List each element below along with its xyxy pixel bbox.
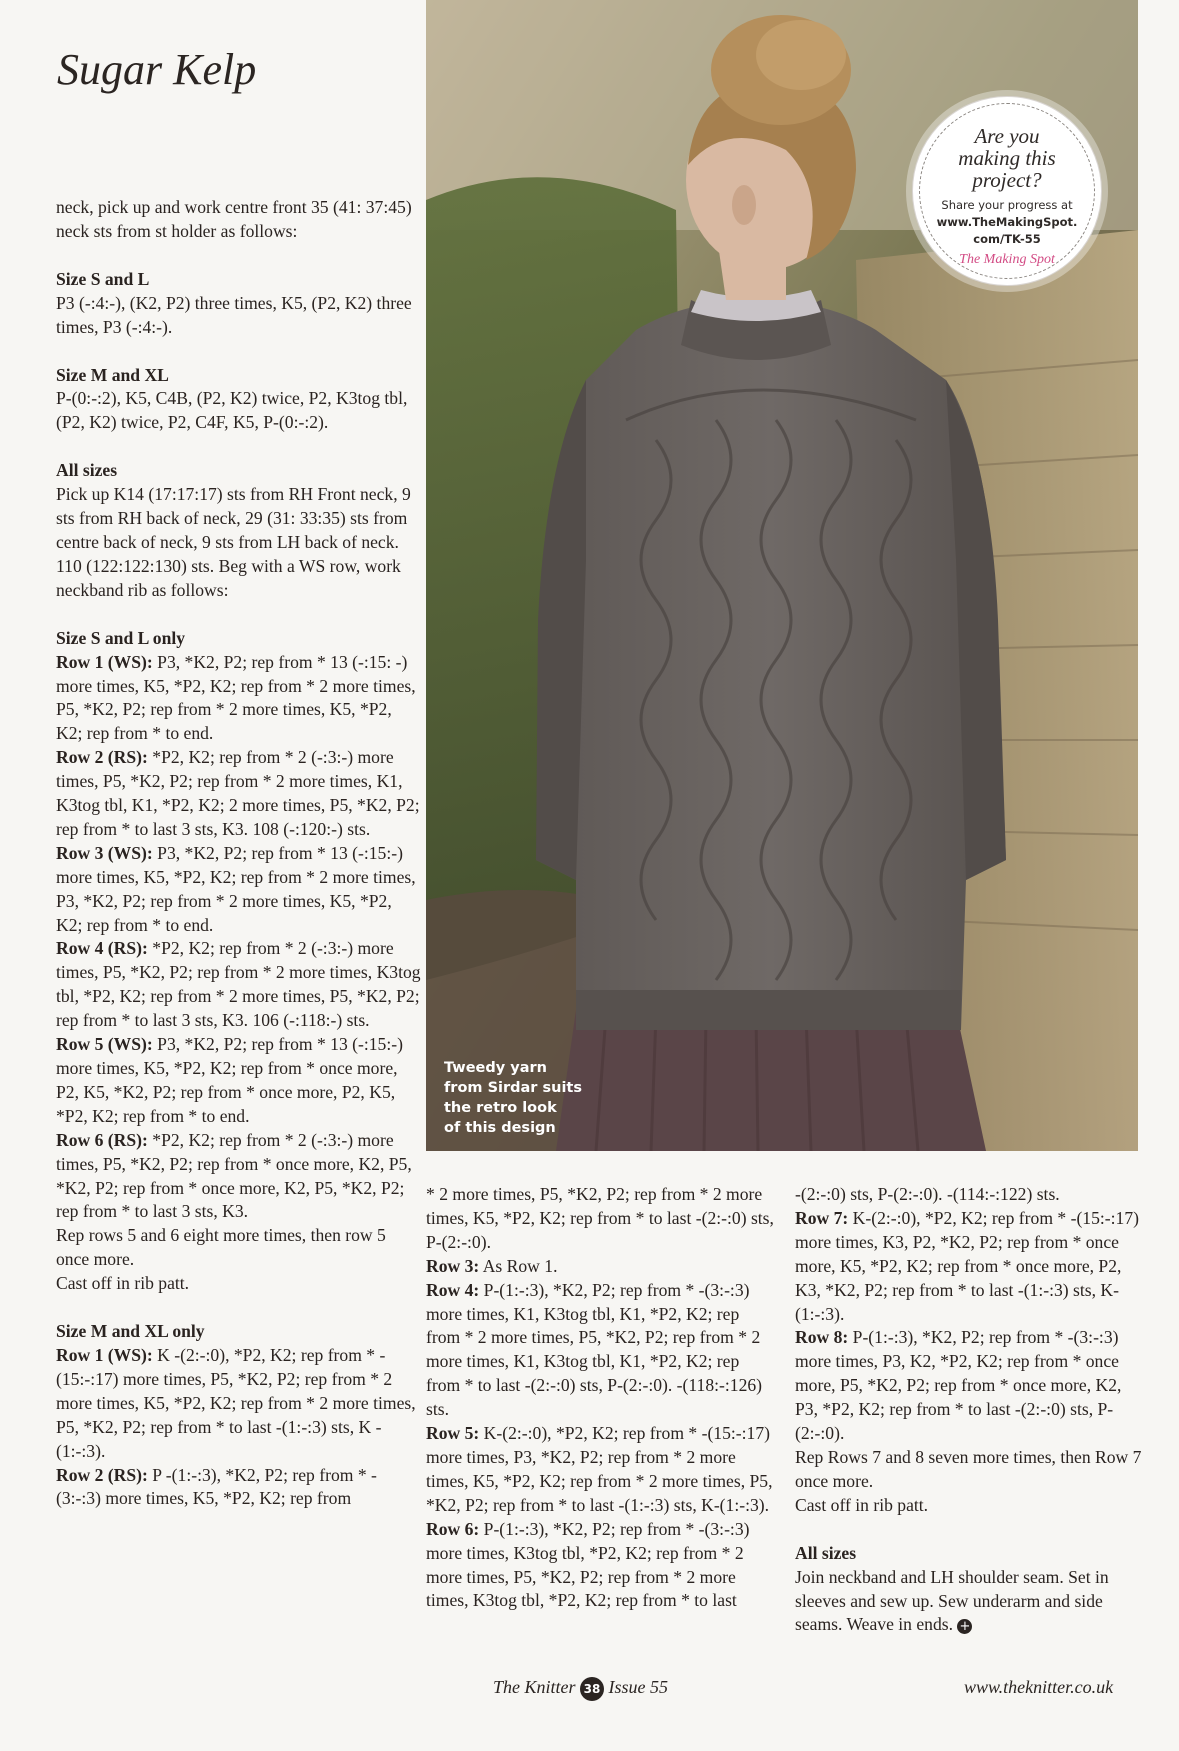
- all-sizes-heading: All sizes: [795, 1542, 857, 1563]
- badge-share-text: [913, 197, 1101, 248]
- row-text: *P2, K2; rep from * 2 (-:3:-) more times, P5, *K2, P2; rep from * 2 more times, K3tog tbl, *P2, K2; rep from * 2 more times, P5, *K2, P2; rep from * to last 3 sts, K3. 106 (-:118:-) sts.: [56, 938, 421, 1031]
- badge-question-line: making this: [958, 146, 1056, 170]
- row-label: Row 1 (WS):: [56, 1344, 153, 1365]
- finishing-instructions: Join neckband and LH shoulder seam. Set in sleeves and sew up. Sew underarm and side seams. Weave in ends.: [795, 1566, 1109, 1635]
- size-s-l-heading: Size S and L: [56, 268, 150, 289]
- row-text: *P2, K2; rep from * 2 (-:3:-) more times, P5, *K2, P2; rep from * once more, K2, P5, *K2, P2; rep from * once more, K2, P5, *K2, P2; rep from * to last 3 sts, K3.: [56, 1129, 412, 1222]
- size-m-xl-only-heading: Size M and XL only: [56, 1321, 205, 1342]
- caption-line: from Sirdar suits: [444, 1080, 582, 1096]
- row-label: Row 5 (WS):: [56, 1034, 153, 1055]
- row-text: P-(1:-:3), *K2, P2; rep from * -(3:-:3) more times, P3, K2, *P2, K2; rep from * once more, P5, *K2, P2; rep from * once more, K2, P3, *P2, K2; rep from * to last -(2:-:0) sts, P-(2:-:0).: [795, 1327, 1122, 1444]
- row-text: P-(1:-:3), *K2, P2; rep from * -(3:-:3) more times, K1, K3tog tbl, K1, *P2, K2; rep from * 2 more times, P5, *K2, P2; rep from * 2 more times, K1, K3tog tbl, K1, *P2, K2; rep from * to last -(2:-:0) sts, P-(2:-:0). -(118:-:126) sts.: [426, 1279, 763, 1420]
- row-text: *P2, K2; rep from * 2 (-:3:-) more times, P5, *K2, P2; rep from * 2 more times, K1, K3tog tbl, K1, *P2, K2; 2 more times, P5, *K2, P2; rep from * to last 3 sts, K3. 108 (-:120:-) sts.: [56, 747, 420, 839]
- pattern-column-3: [795, 1183, 1145, 1637]
- page-footer: [493, 1677, 668, 1701]
- magazine-name: The Knitter: [493, 1677, 576, 1698]
- row-text: P3, *K2, P2; rep from * 13 (-:15: -) more times, K5, *P2, K2; rep from * 2 more times, P5, *K2, P2; rep from * 2 more times, K5, *P2, K2; rep from * to end.: [56, 651, 416, 744]
- row-label: Row 6:: [426, 1518, 480, 1539]
- photo-caption: [444, 1058, 582, 1138]
- finishing-text: [795, 1566, 1145, 1638]
- issue-number: Issue 55: [608, 1677, 669, 1698]
- row-text: As Row 1.: [479, 1255, 558, 1276]
- all-sizes-heading: All sizes: [56, 460, 118, 481]
- article-title: Sugar Kelp: [57, 45, 257, 94]
- page-number: 38: [580, 1677, 604, 1701]
- row-instruction: [56, 842, 421, 938]
- row-label: Row 4:: [426, 1279, 480, 1300]
- cast-off-text: Cast off in rib patt.: [795, 1494, 929, 1515]
- row-instruction: [795, 1326, 1145, 1446]
- badge-question-line: project?: [972, 168, 1042, 192]
- row-instruction: [56, 651, 421, 747]
- website-url[interactable]: www.theknitter.co.uk: [964, 1677, 1114, 1697]
- row-label: Row 6 (RS):: [56, 1129, 148, 1150]
- badge-share-line: Share your progress at: [941, 198, 1073, 212]
- end-mark-icon: +: [957, 1619, 972, 1634]
- size-s-l-text: P3 (-:4:-), (K2, P2) three times, K5, (P2, K2) three times, P3 (-:4:-).: [56, 292, 412, 337]
- row-label: Row 8:: [795, 1327, 849, 1348]
- badge-question-line: Are you: [974, 124, 1040, 148]
- intro-text: neck, pick up and work centre front 35 (41: 37:45) neck sts from st holder as follows:: [56, 197, 412, 241]
- making-spot-logo: The Making Spot: [959, 252, 1055, 267]
- size-m-xl-heading: Size M and XL: [56, 364, 169, 385]
- continued-text: * 2 more times, P5, *K2, P2; rep from * 2 more times, K5, *P2, K2; rep from * to last -(2:-:0) sts, P-(2:-:0).: [426, 1184, 774, 1252]
- pattern-column-1: [56, 196, 421, 1511]
- badge-url-line[interactable]: www.TheMakingSpot.: [936, 215, 1078, 229]
- row-instruction: [56, 937, 421, 1033]
- badge-url-line[interactable]: com/TK-55: [973, 232, 1041, 246]
- caption-line: of this design: [444, 1120, 556, 1136]
- row-text: P -(1:-:3), *K2, P2; rep from * -(3:-:3) more times, K5, *P2, K2; rep from: [56, 1464, 377, 1509]
- repeat-text: Rep rows 5 and 6 eight more times, then row 5 once more.: [56, 1225, 386, 1270]
- size-s-l-only-heading: Size S and L only: [56, 627, 186, 648]
- caption-line: Tweedy yarn: [444, 1060, 547, 1076]
- row-instruction: [426, 1255, 776, 1279]
- caption-line: the retro look: [444, 1100, 557, 1116]
- row-label: Row 1 (WS):: [56, 651, 153, 672]
- pattern-column-2: [426, 1183, 776, 1613]
- row-label: Row 3 (WS):: [56, 842, 153, 863]
- model-photo: [426, 0, 1138, 1151]
- row-text: P-(1:-:3), *K2, P2; rep from * -(3:-:3) more times, K3tog tbl, *P2, K2; rep from * 2 more times, P5, *K2, P2; rep from * 2 more times, K3tog tbl, *P2, K2; rep from * to last: [426, 1518, 750, 1611]
- row-label: Row 7:: [795, 1207, 849, 1228]
- cast-off-text: Cast off in rib patt.: [56, 1273, 190, 1294]
- row-label: Row 2 (RS):: [56, 1464, 148, 1485]
- row-instruction: [56, 1344, 421, 1464]
- row-instruction: [426, 1279, 776, 1422]
- row-instruction: [426, 1518, 776, 1614]
- row-instruction: [795, 1207, 1145, 1327]
- repeat-text: Rep Rows 7 and 8 seven more times, then Row 7 once more.: [795, 1446, 1142, 1491]
- size-m-xl-text: P-(0:-:2), K5, C4B, (P2, K2) twice, P2, K3tog tbl, (P2, K2) twice, P2, C4F, K5, P-(0:-:2).: [56, 388, 408, 433]
- badge-question: [913, 125, 1101, 191]
- row-label: Row 2 (RS):: [56, 747, 148, 768]
- row-label: Row 4 (RS):: [56, 938, 148, 959]
- row-text: P3, *K2, P2; rep from * 13 (-:15:-) more times, K5, *P2, K2; rep from * 2 more times, P3, *K2, P2; rep from * 2 more times, K5, *P2, K2; rep from * to end.: [56, 842, 416, 935]
- row-instruction: [56, 1464, 421, 1512]
- row-text: K -(2:-:0), *P2, K2; rep from * -(15:-:17) more times, P5, *K2, P2; rep from * 2 more times, K5, *P2, K2; rep from * 2 more times, P5, *K2, P2; rep from * to last -(1:-:3) sts, K -(1:-:3).: [56, 1344, 416, 1461]
- row-label: Row 5:: [426, 1423, 480, 1444]
- row-text: P3, *K2, P2; rep from * 13 (-:15:-) more times, K5, *P2, K2; rep from * once more, P2, K5, *K2, P2; rep from * once more, P2, K5, *P2, K2; rep from * to end.: [56, 1034, 403, 1126]
- all-sizes-text: Pick up K14 (17:17:17) sts from RH Front neck, 9 sts from RH back of neck, 29 (31: 33:35) sts from centre back of neck, 9 sts from LH back of neck. 110 (122:122:130) sts. Beg with a WS row, work neckband rib as follows:: [56, 484, 411, 600]
- continued-text: -(2:-:0) sts, P-(2:-:0). -(114:-:122) sts.: [795, 1184, 1060, 1204]
- row-text: K-(2:-:0), *P2, K2; rep from * -(15:-:17) more times, P3, *K2, P2; rep from * 2 more times, K5, *P2, K2; rep from * 2 more times, P5, *K2, P2; rep from * to last -(1:-:3) sts, K-(1:-:3).: [426, 1423, 773, 1515]
- row-instruction: [56, 746, 421, 842]
- row-instruction: [56, 1129, 421, 1225]
- row-instruction: [56, 1033, 421, 1129]
- making-spot-badge[interactable]: [912, 96, 1102, 286]
- row-text: K-(2:-:0), *P2, K2; rep from * -(15:-:17) more times, K3, P2, *K2, P2; rep from * once more, K5, *P2, K2; rep from * once more, P2, K3, *K2, P2; rep from * to last -(1:-:3) sts, K-(1:-:3).: [795, 1207, 1139, 1324]
- row-label: Row 3:: [426, 1255, 480, 1276]
- row-instruction: [426, 1422, 776, 1518]
